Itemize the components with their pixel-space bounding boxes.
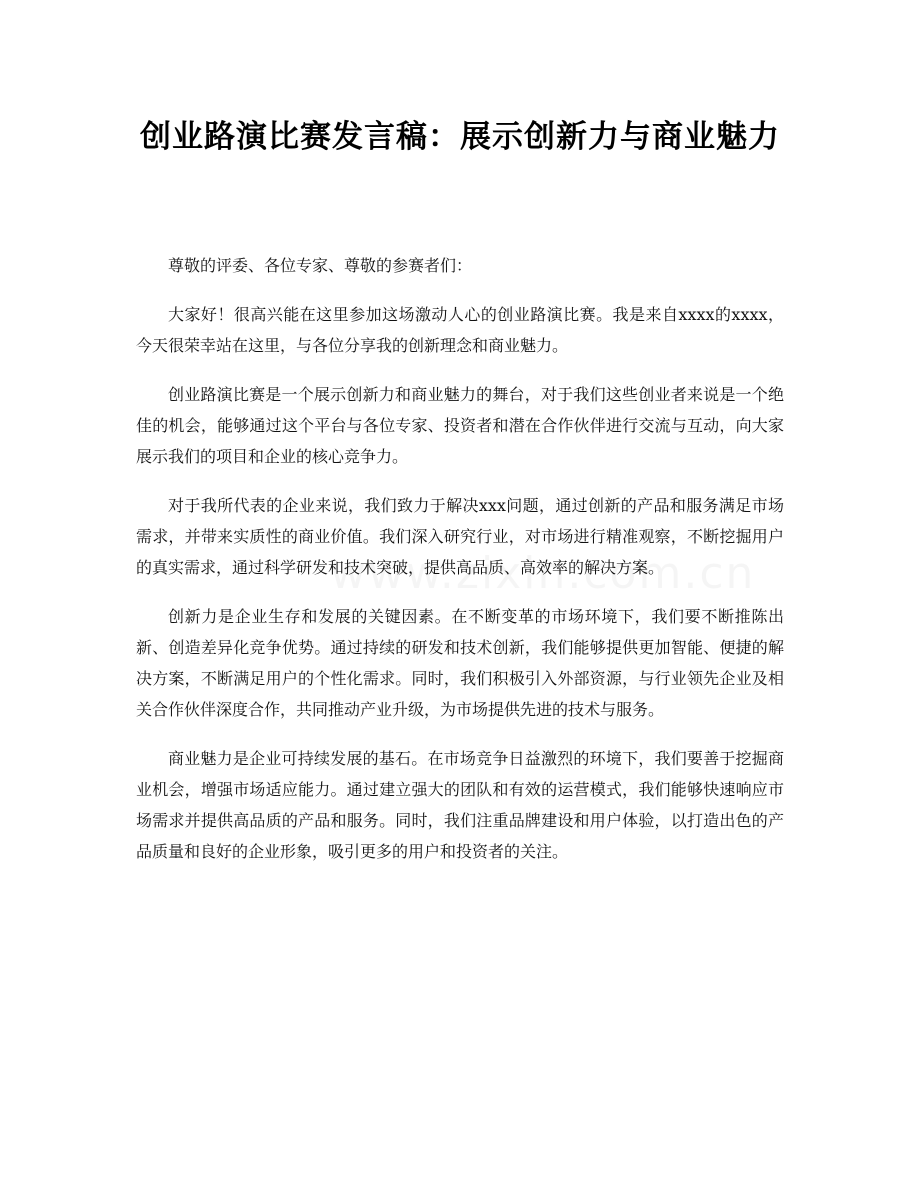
greeting-paragraph: 尊敬的评委、各位专家、尊敬的参赛者们： [168, 256, 473, 275]
document-title: 创业路演比赛发言稿：展示创新力与商业魅力 [140, 119, 780, 155]
paragraph-business-charm: 商业魅力是企业可持续发展的基石。在市场竞争日益激烈的环境下，我们要善于挖掘商业机会，增强市场适应能力。通过建立强大的团队和有效的运营模式，我们能够快速响应市场需求并提供高品质的产品和服务。同时，我们注重品牌建设和用户体验，以打造出色的产品质量和良好的企业形象，吸引更多的用户和投资者的关注。 [136, 749, 784, 861]
document-body [136, 250, 784, 885]
paragraph-innovation: 创新力是企业生存和发展的关键因素。在不断变革的市场环境下，我们要不断推陈出新、创造差异化竞争优势。通过持续的研发和技术创新，我们能够提供更加智能、便捷的解决方案，不断满足用户的个性化需求。同时，我们积极引入外部资源，与行业领先企业及相关合作伙伴深度合作，共同推动产业升级，为市场提供先进的技术与服务。 [136, 607, 784, 719]
paragraph-intro: 大家好！很高兴能在这里参加这场激动人心的创业路演比赛。我是来自xxxx的xxxx，今天很荣幸站在这里，与各位分享我的创新理念和商业魅力。 [136, 305, 784, 355]
paragraph-company-mission: 对于我所代表的企业来说，我们致力于解决xxx问题，通过创新的产品和服务满足市场需求，并带来实质性的商业价值。我们深入研究行业，对市场进行精准观察，不断挖掘用户的真实需求，通过科学研发和技术突破，提供高品质、高效率的解决方案。 [136, 496, 784, 577]
paragraph-roadshow-stage: 创业路演比赛是一个展示创新力和商业魅力的舞台，对于我们这些创业者来说是一个绝佳的机会，能够通过这个平台与各位专家、投资者和潜在合作伙伴进行交流与互动，向大家展示我们的项目和企业的核心竞争力。 [136, 385, 784, 466]
